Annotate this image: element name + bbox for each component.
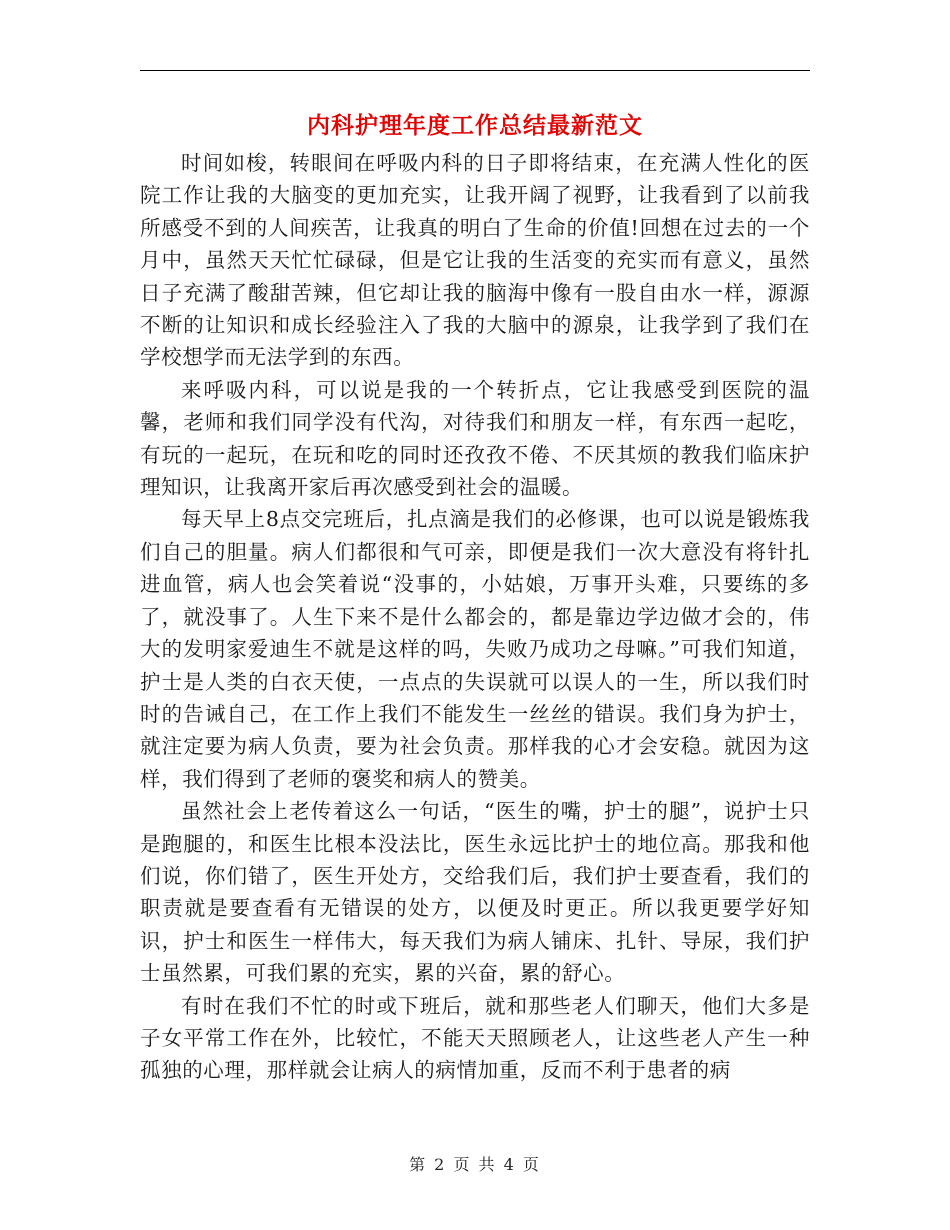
paragraph-5: 有时在我们不忙的时或下班后，就和那些老人们聊天，他们大多是子女平常工作在外，比较忙，不能天天照顾老人，让这些老人产生一种孤独的心理，那样就会让病人的病情加重，反而不利于患者的病: [140, 993, 810, 1083]
document-title: 内科护理年度工作总结最新范文: [307, 112, 643, 139]
page-number-footer: 第 2 页 共 4 页: [409, 1155, 541, 1174]
paragraph-3: 每天早上8点交完班后，扎点滴是我们的必修课，也可以说是锻炼我们自己的胆量。病人们都很和气可亲，即便是我们一次大意没有将针扎进血管，病人也会笑着说“没事的，小姑娘，万事开头难，只要练的多了，就没事了。人生下来不是什么都会的，都是靠边学边做才会的，伟大的发明家爱迪生不就是这样的吗，失败乃成功之母嘛。”可我们知道，护士是人类的白衣天使，一点点的失误就可以误人的一生，所以我们时时的告诫自己，在工作上我们不能发生一丝丝的错误。我们身为护士，就注定要为病人负责，要为社会负责。那样我的心才会安稳。就因为这样，我们得到了老师的褒奖和病人的赞美。: [140, 507, 810, 791]
document-body: [140, 147, 810, 1087]
paragraph-4: 虽然社会上老传着这么一句话，“医生的嘴，护士的腿”，说护士只是跑腿的，和医生比根本没法比，医生永远比护士的地位高。那我和他们说，你们错了，医生开处方，交给我们后，我们护士要查看，我们的职责就是要查看有无错误的处方，以便及时更正。所以我更要学好知识，护士和医生一样伟大，每天我们为病人铺床、扎针、导尿，我们护士虽然累，可我们累的充实，累的兴奋，累的舒心。: [140, 799, 810, 986]
paragraph-2: 来呼吸内科，可以说是我的一个转折点，它让我感受到医院的温馨，老师和我们同学没有代沟，对待我们和朋友一样，有东西一起吃，有玩的一起玩，在玩和吃的同时还孜孜不倦、不厌其烦的教我们临床护理知识，让我离开家后再次感受到社会的温暖。: [140, 377, 810, 500]
header-rule: [140, 70, 810, 71]
paragraph-1: 时间如梭，转眼间在呼吸内科的日子即将结束，在充满人性化的医院工作让我的大脑变的更加充实，让我开阔了视野，让我看到了以前我所感受不到的人间疾苦，让我真的明白了生命的价值!回想在过去的一个月中，虽然天天忙忙碌碌，但是它让我的生活变的充实而有意义，虽然日子充满了酸甜苦辣，但它却让我的脑海中像有一股自由水一样，源源不断的让知识和成长经验注入了我的大脑中的源泉，让我学到了我们在学校想学而无法学到的东西。: [140, 151, 810, 370]
